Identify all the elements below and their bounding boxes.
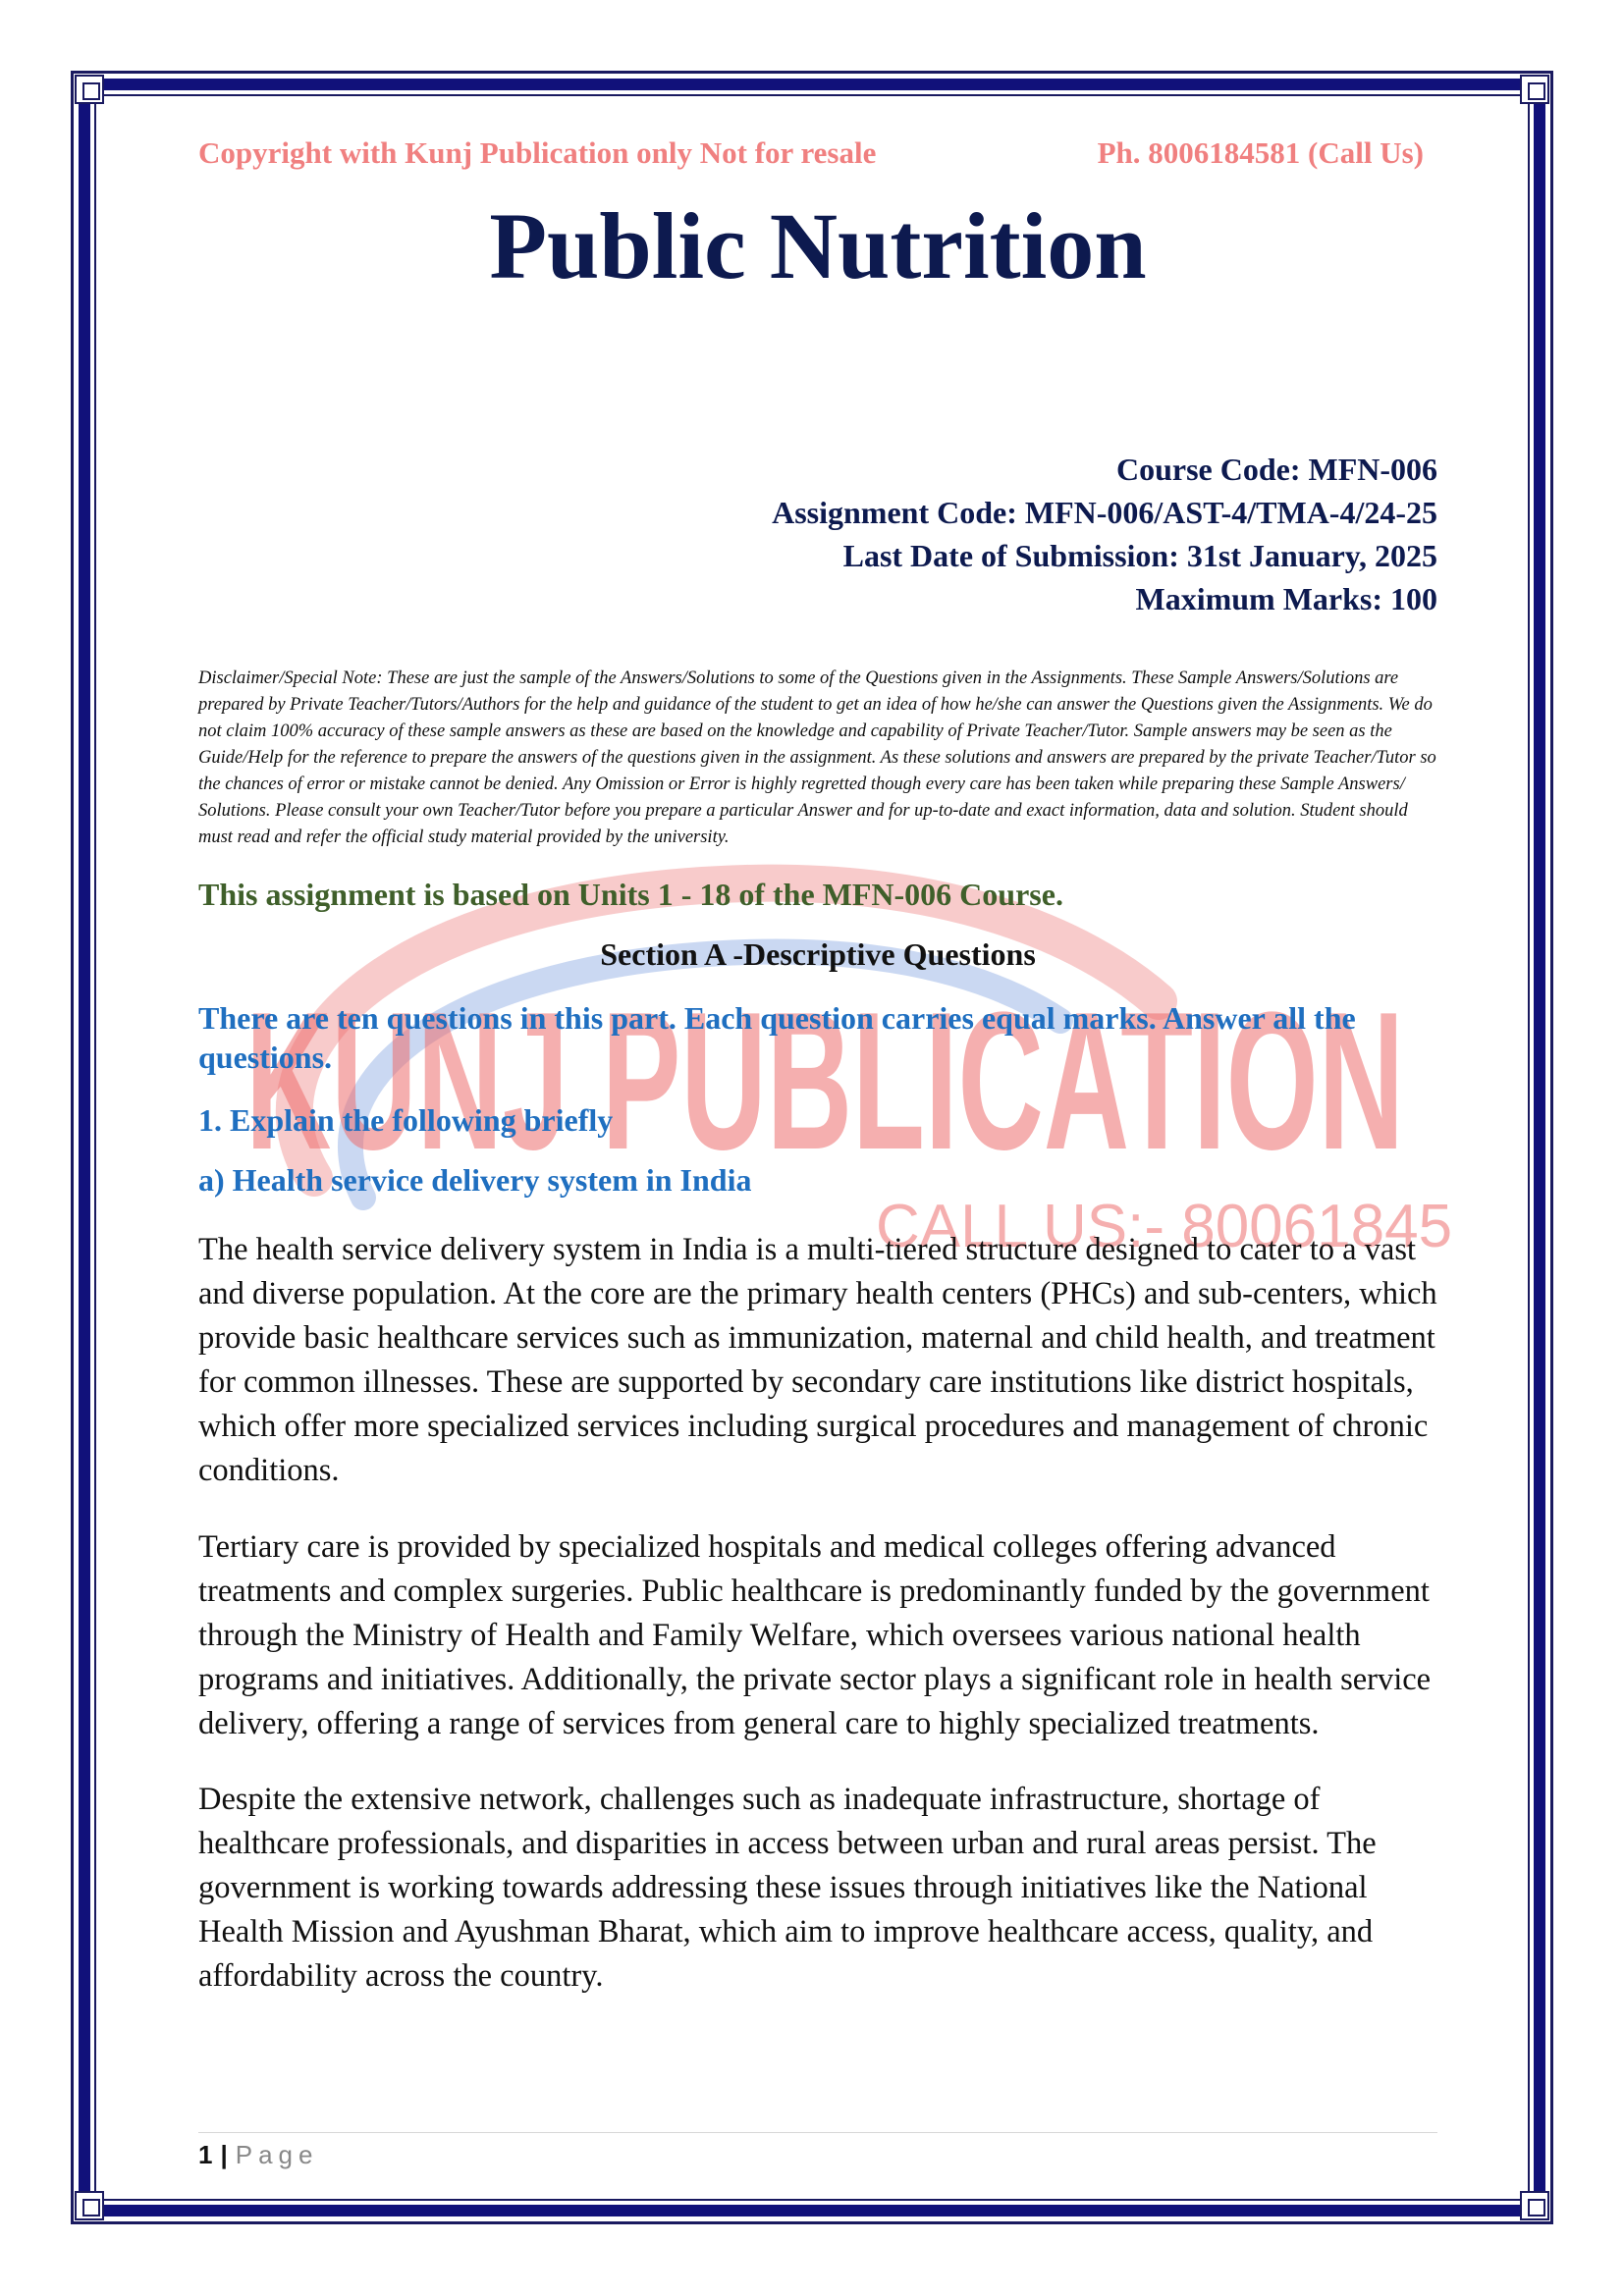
course-info <box>198 448 1437 620</box>
disclaimer: Disclaimer/Special Note: These are just the sample of the Answers/Solutions to some of the Questions given in the Assignments. These Sample Answers/Solutions are prepared by Private Teacher/Tutors/Authors for the help and guidance of the student to get an idea of how he/she can answer the Questions given the Assignments. We do not claim 100% accuracy of these sample answers as these are based on the knowledge and capability of Private Teacher/Tutor. Sample answers may be seen as the Guide/Help for the reference to prepare the answers of the questions given in the assignment. As these solutions and answers are prepared by the private Teacher/Tutor so the chances of error or mistake cannot be denied. Any Omission or Error is highly regretted though every care has been taken while preparing these Sample Answers/ Solutions. Please consult your own Teacher/Tutor before you prepare a particular Answer and for up-to-date and exact information, data and solution. Student should must read and refer the official study material provided by the university. <box>198 668 1436 847</box>
question-1: 1. Explain the following briefly <box>198 1102 614 1138</box>
last-date: Last Date of Submission: 31st January, 2025 <box>842 538 1437 573</box>
assignment-basis: This assignment is based on Units 1 - 18 of the MFN-006 Course. <box>198 877 1063 912</box>
assignment-code: Assignment Code: MFN-006/AST-4/TMA-4/24-25 <box>772 495 1437 530</box>
page-content <box>198 135 1437 2031</box>
phone-text: Ph. 8006184581 (Call Us) <box>1097 135 1424 170</box>
copyright-header <box>198 135 1424 171</box>
section-title: Section A -Descriptive Questions <box>600 936 1036 972</box>
answer-paragraph: Despite the extensive network, challenges such as inadequate infrastructure, shortage of healthcare professionals, and disparities in access between urban and rural areas persist. The government is working towards addressing these issues through initiatives like the National Health Mission and Ayushman Bharat, which aim to improve healthcare access, quality, and affordability across the country. <box>198 1782 1377 1994</box>
page-label: Page <box>235 2140 319 2169</box>
footer-separator: | <box>220 2140 228 2169</box>
course-code: Course Code: MFN-006 <box>1115 452 1437 487</box>
document-title: Public Nutrition <box>489 193 1147 298</box>
corner-ornament-top-right <box>1520 75 1549 104</box>
watermark-brand: KUNJ PUBLICATION <box>245 972 1404 1191</box>
footer-divider <box>198 2132 1437 2133</box>
watermark-call: CALL US:- 80061845 <box>875 1193 1453 1260</box>
page-number: 1 <box>198 2140 213 2169</box>
answer-paragraph: The health service delivery system in India is a multi-tiered structure designed to cater to a vast and diverse population. At the core are the primary health centers (PHCs) and sub-centers, which provide basic healthcare services such as immunization, maternal and child health, and treatment for common illnesses. These are supported by secondary care institutions like district hospitals, which offer more specialized services including surgical procedures and management of chronic conditions. <box>198 1232 1437 1488</box>
answer-paragraph: Tertiary care is provided by specialized hospitals and medical colleges offering advanced treatments and complex surgeries. Public healthcare is predominantly funded by the government through the Ministry of Health and Family Welfare, which oversees various national health programs and initiatives. Additionally, the private sector plays a significant role in health service delivery, offering a range of services from general care to highly specialized treatments. <box>198 1528 1432 1741</box>
copyright-text: Copyright with Kunj Publication only Not for resale <box>198 135 877 170</box>
corner-ornament-bottom-right <box>1520 2191 1549 2220</box>
max-marks: Maximum Marks: 100 <box>1135 581 1437 616</box>
instructions: There are ten questions in this part. Each question carries equal marks. Answer all the questions. <box>198 1000 1356 1075</box>
corner-ornament-bottom-left <box>75 2191 104 2220</box>
subquestion-a: a) Health service delivery system in India <box>198 1162 752 1198</box>
corner-ornament-top-left <box>75 75 104 104</box>
page-footer <box>198 2140 318 2170</box>
